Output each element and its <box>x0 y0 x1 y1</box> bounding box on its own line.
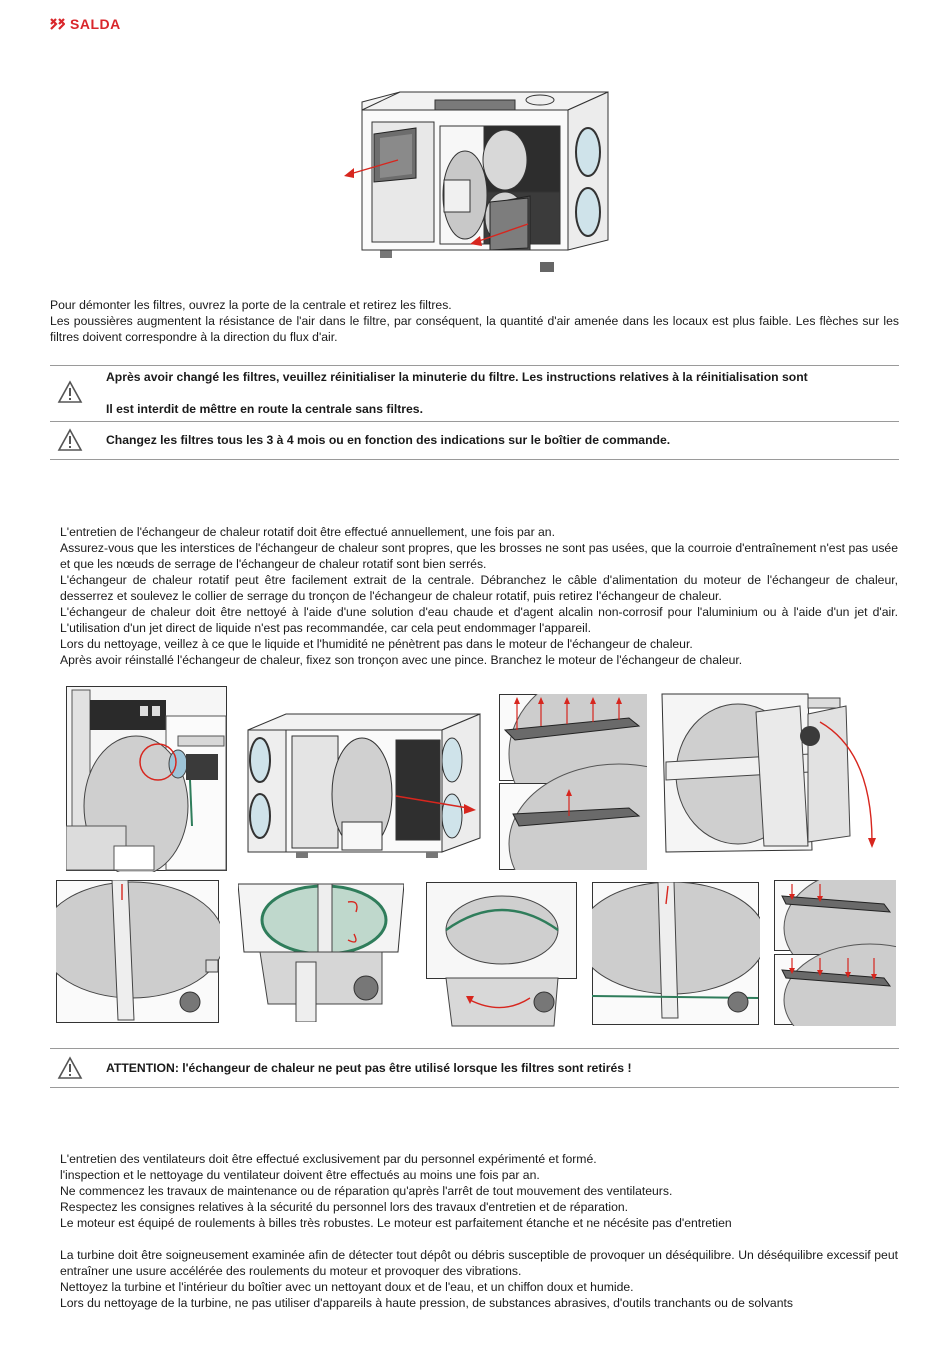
divider <box>50 1087 899 1088</box>
exchanger-line-4: L'échangeur de chaleur doit être nettoyé à l'aide d'une solution d'eau chaude et d'agent alcalin non-corrosif pour l'aluminium ou à l'aide d'un jet d'air. L'utilisation d'un jet direct de liquide n'est pas recommandée, car cela peut endommager l'appareil. <box>60 605 898 635</box>
fan-line-3: Ne commencez les travaux de maintenance ou de réparation qu'après l'arrêt de tout mouvement des ventilateurs. <box>60 1184 673 1198</box>
exchanger-line-6: Après avoir réinstallé l'échangeur de chaleur, fixez son tronçon avec une pince. Branchez le moteur de l'échangeur de chaleur. <box>60 653 743 667</box>
warning-filter-interval: Changez les filtres tous les 3 à 4 mois ou en fonction des indications sur le boîtier de commande. <box>106 433 671 447</box>
figure-belt-removal <box>238 880 404 1022</box>
figure-clamp-detail <box>56 880 220 1024</box>
exchanger-line-3: L'échangeur de chaleur rotatif peut être facilement extrait de la centrale. Débranchez le câble d'alimentation du moteur de l'échangeur de chaleur, desserrez et soulevez le collier de serrage du tronçon de l'échangeur de chaleur rotatif, puis retirez l'échangeur de chaleur. <box>60 573 898 603</box>
turbine-instructions <box>60 1247 898 1311</box>
divider <box>50 421 899 422</box>
turbine-line-1: La turbine doit être soigneusement examinée afin de détecter tout dépôt ou débris susceptible de provoquer un déséquilibre. Un déséquilibre excessif peut entraîner une usure accélérée des roulements du moteur et provoquer des vibrations. <box>60 1248 898 1278</box>
warning-triangle-icon <box>57 428 83 457</box>
figure-clamp-fix <box>592 882 760 1026</box>
turbine-line-3: Lors du nettoyage de la turbine, ne pas utiliser d'appareils à haute pression, de substances abrasives, d'outils tranchants ou de solvants <box>60 1296 793 1310</box>
turbine-line-2: Nettoyez la turbine et l'intérieur du boîtier avec un nettoyant doux et de l'eau, et un chiffon doux et humide. <box>60 1280 634 1294</box>
filter-instructions <box>50 297 899 345</box>
warning-filter-reset: Après avoir changé les filtres, veuillez réinitialiser la minuterie du filtre. Les instructions relatives à la réinitialisation sont <box>106 370 808 384</box>
figure-exchanger-extraction <box>246 712 482 860</box>
figure-belt-replace <box>426 882 578 1028</box>
exchanger-line-1: L'entretien de l'échangeur de chaleur rotatif doit être effectué annuellement, une fois par an. <box>60 525 555 539</box>
fan-line-2: l'inspection et le nettoyage du ventilateur doivent être effectués au moins une fois par an. <box>60 1168 540 1182</box>
figure-clamp-lower <box>774 880 896 1026</box>
divider <box>50 459 899 460</box>
warning-triangle-icon <box>57 1056 83 1085</box>
brand-name: SALDA <box>70 16 121 32</box>
exchanger-line-2: Assurez-vous que les interstices de l'échangeur de chaleur sont propres, que les brosses ne sont pas usées, que la courroie d'entraînement n'est pas usée et que les nœuds de serrage de l'échangeur de chaleur rotatif sont bien serrés. <box>60 541 898 571</box>
exchanger-instructions <box>60 524 898 668</box>
brand-logo <box>50 16 121 32</box>
divider <box>50 1048 899 1049</box>
warning-triangle-icon <box>57 380 83 409</box>
warning-no-filters: Il est interdit de mêttre en route la centrale sans filtres. <box>106 402 423 416</box>
exchanger-line-5: Lors du nettoyage, veillez à ce que le liquide et l'humidité ne pénètrent pas dans le moteur de l'échangeur de chaleur. <box>60 637 693 651</box>
fan-line-4: Respectez les consignes relatives à la sécurité du personnel lors des travaux d'entretien et de réparation. <box>60 1200 629 1214</box>
filter-paragraph-line-2: Les poussières augmentent la résistance de l'air dans le filtre, par conséquent, la quantité d'air amenée dans les locaux est plus faible. Les flèches sur les filtres doivent correspondre à la direction du flux d'air. <box>50 314 899 344</box>
fan-instructions <box>60 1151 898 1231</box>
figure-exchanger-removed <box>660 692 886 854</box>
fan-line-5: Le moteur est équipé de roulements à billes très robustes. Le moteur est parfaitement étanche et ne nécésite pas d'entretien <box>60 1216 732 1230</box>
figure-motor-cable <box>66 686 228 872</box>
attention-exchanger: ATTENTION: l'échangeur de chaleur ne peut pas être utilisé lorsque les filtres sont retirés ! <box>106 1061 632 1075</box>
filter-paragraph-line-1: Pour démonter les filtres, ouvrez la porte de la centrale et retirez les filtres. <box>50 298 452 312</box>
figure-filter-removal <box>340 90 610 280</box>
divider <box>50 365 899 366</box>
fan-line-1: L'entretien des ventilateurs doit être effectué exclusivement par du personnel expérimenté et formé. <box>60 1152 597 1166</box>
salda-logo-icon <box>50 18 65 30</box>
figure-clamp-lift <box>499 694 647 870</box>
